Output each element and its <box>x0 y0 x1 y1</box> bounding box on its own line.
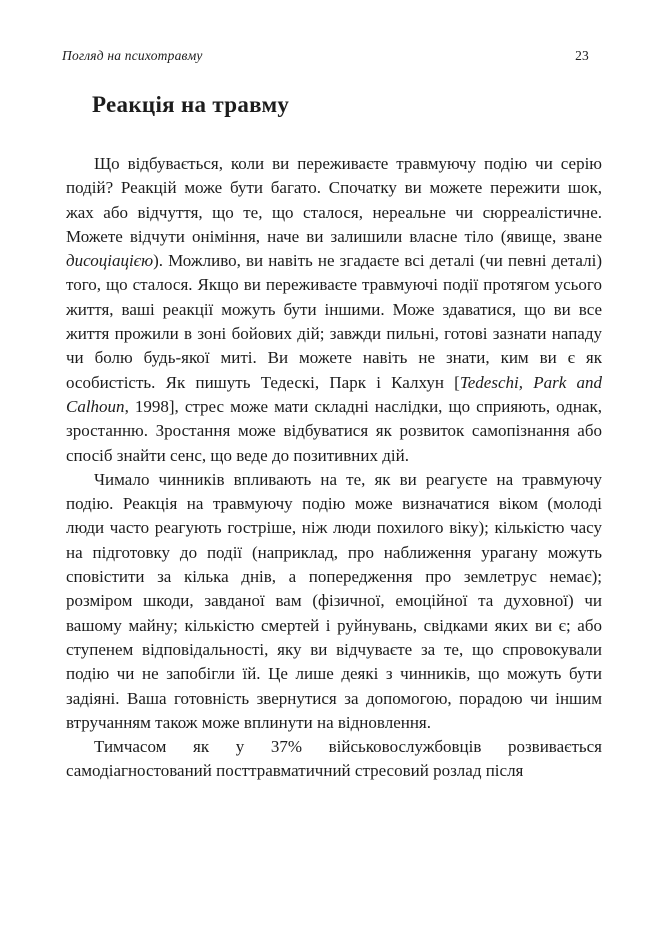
italic-run: дисоціацією <box>66 251 154 271</box>
running-title: Погляд на психотравму <box>62 48 203 63</box>
text-run: ). Можливо, ви навіть не згадаєте всі деталі (чи певні деталі) того, що сталося. Якщо ви переживаєте травмуючі події протягом усього життя, ваші реакції можуть бути іншими. Може здаватися, що ви все життя прожили в зоні бойових дій; завжди пильні, готові зазнати нападу чи болю будь-якої миті. Ви можете навіть не знати, ким ви є як особистість. Як пишуть Тедескі, Парк і Калхун [ <box>66 251 602 392</box>
page-number: 23 <box>575 48 589 63</box>
paragraph-3 <box>66 735 602 784</box>
text-run: Що відбувається, коли ви переживаєте травмуючу подію чи серію подій? Реакцій може бути багато. Спочатку ви можете пережити шок, жах або відчуття, що те, що сталося, нереальне чи сюрреалістичне. Можете відчути оніміння, наче ви залишили власне тіло (явище, зване <box>66 154 602 246</box>
page-header <box>62 48 589 64</box>
italic-run: Tedeschi, Park and Calhoun <box>66 372 602 416</box>
text-run: Чимало чинників впливають на те, як ви реагуєте на травмуючу подію. Реакція на травмуючу подію може визначатися віком (молоді люди часто реагують гостріше, ніж люди похилого віку); кількістю часу на підготовку до події (наприклад, про наближення урагану можуть сповістити за кілька днів, а попередження про землетрус немає); розміром шкоди, завданої вам (фізичної, емоційної та духовної) чи вашому майну; кількістю смертей і руйнувань, свідками яких ви є; або ступенем відповідальності, яку ви відчуваєте за те, що спровокували подію чи не запобігли їй. Це лише деякі з чинників, що можуть бути задіяні. Ваша готовність звернутися за допомогою, порадою чи іншим втручанням також може вплинути на відновлення. <box>66 469 602 732</box>
text-run: Тимчасом як у 37% військовослужбовців розвивається самодіагностований посттравматичний стресовий розлад після <box>66 737 602 781</box>
paragraph-1 <box>66 152 602 468</box>
paragraph-2 <box>66 468 602 735</box>
chapter-title: Реакція на травму <box>92 92 290 117</box>
body-text <box>66 152 602 784</box>
text-run: , 1998], стрес може мати складні наслідки, що сприяють, однак, зростанню. Зростання може відбуватися як розвиток самопізнання або спосіб знайти сенс, що веде до позитивних дій. <box>66 396 602 465</box>
